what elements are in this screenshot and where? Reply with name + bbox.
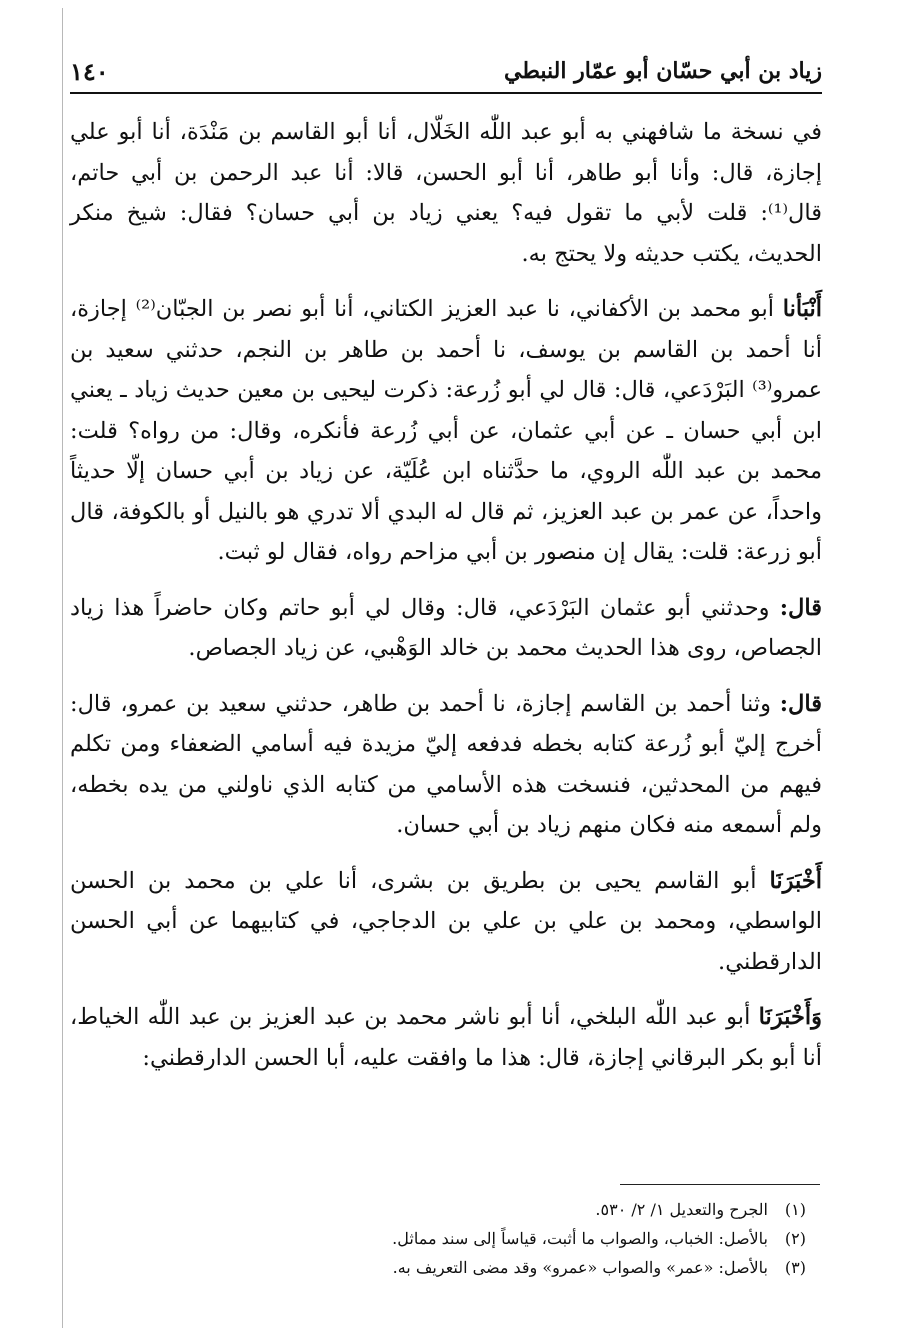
footnotes bbox=[70, 1195, 822, 1282]
paragraph-lead: قال: bbox=[779, 594, 822, 621]
paragraph-text: وثنا أحمد بن القاسم إجازة، نا أحمد بن طاهر، حدثني سعيد بن عمرو، قال: أخرج إليّ أبو زُرعة كتابه بخطه فدفعه إليّ مزيدة فيه أسامي الضعفاء ومن تكلم فيهم من المحدثين، فنسخت هذه الأسامي من كتابه الذي ناولني من يده بخطه، ولم أسمعه منه فكان منهم زياد بن أبي حسان. bbox=[70, 690, 822, 838]
paragraph-text: أبو القاسم يحيى بن بطريق بن بشرى، أنا علي بن محمد بن الحسن الواسطي، ومحمد بن علي بن علي بن الدجاجي، في كتابيهما عن أبي الحسن الدارقطني. bbox=[70, 867, 822, 975]
paragraph-1 bbox=[70, 112, 822, 274]
paragraph-text: في نسخة ما شافهني به أبو عبد اللّٰه الخَلّال، أنا أبو القاسم بن مَنْدَة، أنا أبو علي إجازة، قال: وأنا أبو طاهر، أنا أبو الحسن، قالا: أنا عبد الرحمن بن أبي حاتم، قال⁽¹⁾: قلت لأبي ما تقول فيه؟ يعني زياد بن أبي حسان؟ فقال: شيخ منكر الحديث، يكتب حديثه ولا يحتج به. bbox=[70, 119, 822, 267]
paragraph-text: أبو عبد اللّٰه البلخي، أنا أبو ناشر محمد بن عبد العزيز بن عبد اللّٰه الخياط، أنا أبو بكر البرقاني إجازة، قال: هذا ما وافقت عليه، أبا الحسن الدارقطني: bbox=[70, 1004, 822, 1071]
book-page bbox=[70, 40, 822, 1330]
paragraph-text: أبو محمد بن الأكفاني، نا عبد العزيز الكتاني، أنا أبو نصر بن الجبّان⁽²⁾ إجازة، أنا أحمد بن القاسم بن يوسف، نا أحمد بن طاهر بن النجم، حدثني سعيد بن عمرو⁽³⁾ البَرْدَعي، قال: قال لي أبو زُرعة: ذكرت ليحيى بن معين حديث زياد ـ يعني ابن أبي حسان ـ عن أبي عثمان، عن أبي زُرعة فأنكره، وقال: من رواه؟ قلت: محمد بن عبد اللّٰه الروي، ما حدَّثناه ابن عُلَيّة، عن زياد بن أبي حسان إلّا حديثاً واحداً، عن عمر بن عبد العزيز، ثم قال له البدي ألا تدري هو بالنيل أو بالكوفة، قال أبو زرعة: قلت: يقال إن منصور بن أبي مزاحم رواه، فقال لو ثبت. bbox=[70, 296, 822, 565]
page-header bbox=[70, 50, 822, 94]
paragraph-text: وحدثني أبو عثمان البَرْدَعي، قال: وقال لي أبو حاتم وكان حاضراً هذا زياد الجصاص، روى هذا الحديث محمد بن خالد الوَهْبي، عن زياد الجصاص. bbox=[70, 594, 822, 661]
footnote-number: (١) bbox=[784, 1200, 806, 1219]
footnote-text: الجرح والتعديل ١/ ٢/ ٥٣٠. bbox=[595, 1200, 768, 1219]
footnote-text: بالأصل: الخباب، والصواب ما أثبت، قياساً إلى سند مماثل. bbox=[392, 1229, 768, 1248]
paragraph-lead: أَنْبَأنا bbox=[782, 296, 822, 322]
body-text bbox=[70, 112, 822, 1078]
running-title: زياد بن أبي حسّان أبو عمّار النبطي bbox=[504, 58, 822, 84]
footnote-3 bbox=[70, 1253, 822, 1282]
footnote-1 bbox=[70, 1195, 822, 1224]
paragraph-4 bbox=[70, 684, 822, 846]
paragraph-6 bbox=[70, 997, 822, 1078]
paragraph-3 bbox=[70, 588, 822, 669]
page-edge-rule bbox=[62, 8, 63, 1328]
footnote-number: (٢) bbox=[784, 1229, 806, 1248]
footnote-number: (٣) bbox=[784, 1258, 806, 1277]
paragraph-lead: وَأَخْبَرَنَا bbox=[758, 1004, 822, 1030]
footnote-2 bbox=[70, 1224, 822, 1253]
page-number: ١٤٠ bbox=[70, 56, 109, 86]
footnote-text: بالأصل: «عمر» والصواب «عمرو» وقد مضى التعريف به. bbox=[392, 1258, 768, 1277]
paragraph-lead: أَخْبَرَنَا bbox=[769, 867, 822, 894]
footnote-divider bbox=[620, 1184, 820, 1185]
paragraph-lead: قال: bbox=[779, 690, 822, 717]
paragraph-5 bbox=[70, 861, 822, 983]
paragraph-2 bbox=[70, 289, 822, 573]
